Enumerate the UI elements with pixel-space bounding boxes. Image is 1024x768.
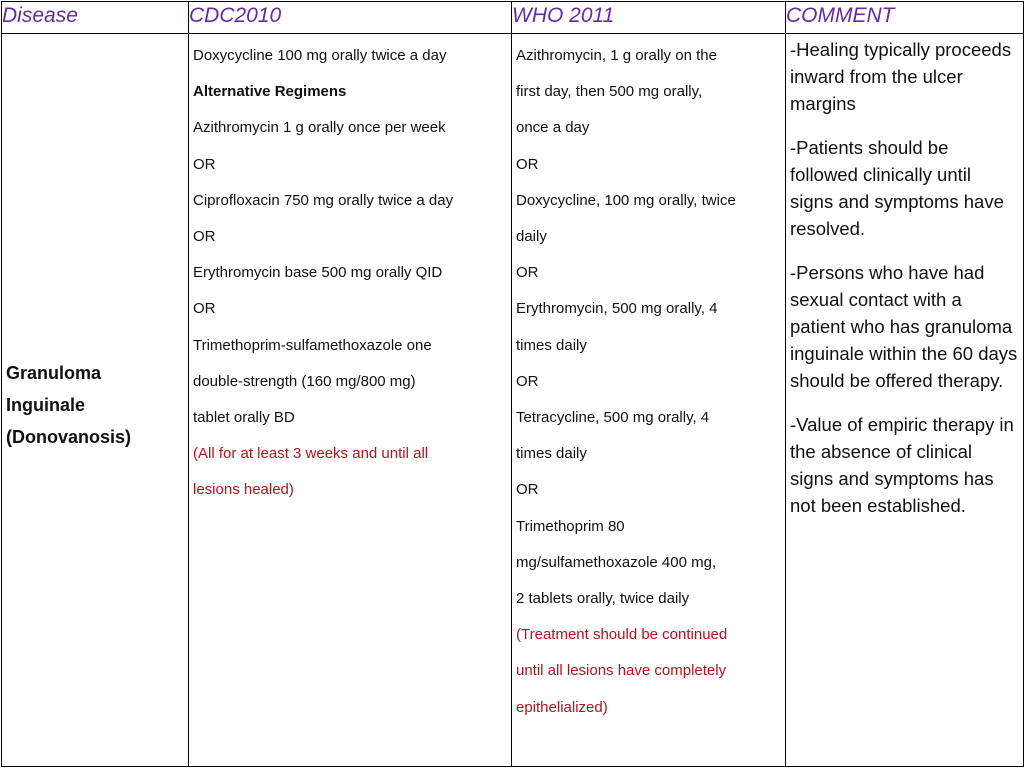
regimen-line: until all lesions have completely [516,662,727,680]
regimen-line: (Treatment should be continued [516,626,728,644]
regimen-line: mg/sulfamethoxazole 400 mg, [516,553,717,571]
regimen-line: OR [516,372,539,390]
comment-paragraph: -Value of empiric therapy in the absence of clinical signs and symptoms has not been established. [790,414,1014,516]
disease-cell [2,34,189,767]
regimen-line: Trimethoprim-sulfamethoxazole one [193,336,432,354]
header-who2011: WHO 2011 [512,2,786,34]
regimen-line: times daily [516,445,587,463]
comment-paragraph: -Patients should be followed clinically until signs and symptoms have resolved. [790,137,1004,239]
disease-name-line: Granuloma [6,363,102,383]
regimen-line: lesions healed) [193,481,294,499]
comment-paragraph: -Persons who have had sexual contact with a patient who has granuloma inguinale within the 60 days should be offered therapy. [790,262,1018,391]
treatment-table [1,1,1024,767]
regimen-line: Tetracycline, 500 mg orally, 4 [516,409,710,427]
regimen-line: OR [516,481,539,499]
regimen-line: epithelialized) [516,698,608,716]
disease-name-line: Inguinale [6,395,86,415]
cdc-regimen-cell [189,34,512,767]
regimen-line: Erythromycin, 500 mg orally, 4 [516,300,718,318]
regimen-line: Azithromycin 1 g orally once per week [193,119,446,137]
who-regimen-cell [512,34,786,767]
header-cdc2010: CDC2010 [189,2,512,34]
regimen-line: Erythromycin base 500 mg orally QID [193,264,443,282]
regimen-line: double-strength (160 mg/800 mg) [193,372,416,390]
disease-name [2,357,188,453]
regimen-line: times daily [516,336,587,354]
who-regimen-list [512,34,785,726]
regimen-line: OR [193,300,216,318]
regimen-line: Doxycycline 100 mg orally twice a day [193,47,447,64]
regimen-line: OR [516,155,539,173]
regimen-line: Doxycycline, 100 mg orally, twice [516,191,736,209]
regimen-line: once a day [516,119,590,137]
regimen-line: 2 tablets orally, twice daily [516,590,690,608]
regimen-line: daily [516,228,547,246]
regimen-line: OR [193,155,216,173]
header-comment: COMMENT [786,2,1024,34]
comment-cell [786,34,1024,767]
regimen-line: Trimethoprim 80 [516,517,625,535]
regimen-line: OR [193,228,216,246]
comment-list [786,34,1023,519]
regimen-line: Alternative Regimens [193,83,347,101]
header-row [2,2,1024,34]
header-disease: Disease [2,2,189,34]
regimen-line: OR [516,264,539,282]
regimen-line: Azithromycin, 1 g orally on the [516,47,717,64]
table-row [2,34,1024,767]
cdc-regimen-list [189,34,511,509]
comment-paragraph: -Healing typically proceeds inward from the ulcer margins [790,39,1012,114]
regimen-line: Ciprofloxacin 750 mg orally twice a day [193,191,454,209]
disease-name-line: (Donovanosis) [6,427,132,447]
regimen-line: (All for at least 3 weeks and until all [193,445,429,463]
regimen-line: tablet orally BD [193,409,295,427]
regimen-line: first day, then 500 mg orally, [516,83,703,101]
